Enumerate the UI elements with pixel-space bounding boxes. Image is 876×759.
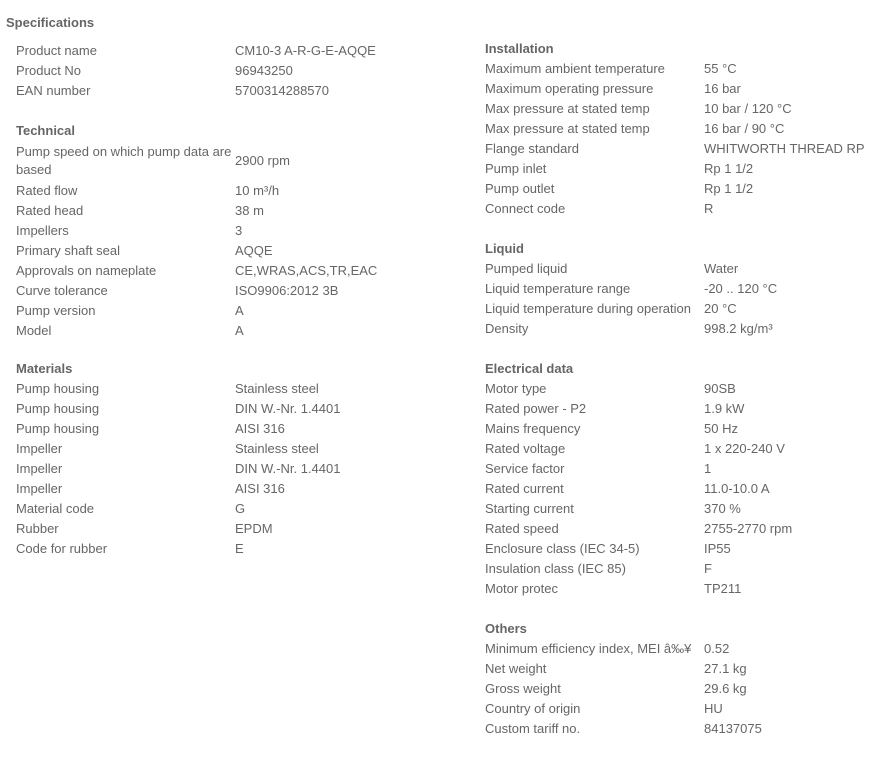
spec-label: Service factor <box>485 461 565 476</box>
spec-row <box>16 41 376 61</box>
spec-value: G <box>235 501 246 516</box>
spec-value: DIN W.-Nr. 1.4401 <box>235 401 341 416</box>
spec-label: Maximum ambient temperature <box>485 61 665 76</box>
spec-value: IP55 <box>704 541 731 556</box>
spec-row <box>485 499 792 519</box>
spec-label: Rated head <box>16 203 84 218</box>
spec-label: Pump housing <box>16 421 100 436</box>
spec-label: Approvals on nameplate <box>16 263 157 278</box>
spec-value: 96943250 <box>235 63 293 78</box>
spec-label: Code for rubber <box>16 541 108 556</box>
spec-value: F <box>704 561 712 576</box>
spec-label: Pumped liquid <box>485 261 568 276</box>
spec-value: 5700314288570 <box>235 83 329 98</box>
spec-label: Liquid temperature range <box>485 281 631 296</box>
section-title: Electrical data <box>485 361 574 376</box>
spec-row <box>16 519 340 539</box>
spec-row <box>16 399 340 419</box>
spec-value: 2900 rpm <box>235 153 290 168</box>
spec-label: EAN number <box>16 83 91 98</box>
spec-row <box>485 679 762 699</box>
spec-value: A <box>235 323 244 338</box>
spec-label: Pump inlet <box>485 161 547 176</box>
spec-label: Motor protec <box>485 581 558 596</box>
spec-value: A <box>235 303 244 318</box>
spec-value: Stainless steel <box>235 381 319 396</box>
spec-value: Stainless steel <box>235 441 319 456</box>
spec-row <box>485 719 762 739</box>
spec-row <box>485 559 792 579</box>
spec-row <box>485 259 777 279</box>
spec-label: Rated voltage <box>485 441 566 456</box>
spec-label: Density <box>485 321 529 336</box>
spec-value: -20 .. 120 °C <box>704 281 778 296</box>
spec-value: EPDM <box>235 521 273 536</box>
spec-value: 27.1 kg <box>704 661 747 676</box>
spec-row <box>16 181 377 201</box>
spec-row <box>485 179 865 199</box>
spec-row <box>485 279 777 299</box>
spec-row <box>485 659 762 679</box>
spec-label: Mains frequency <box>485 421 581 436</box>
spec-row <box>485 79 865 99</box>
spec-value: 998.2 kg/m³ <box>704 321 773 336</box>
spec-label: Connect code <box>485 201 566 216</box>
spec-label: Impeller <box>16 481 63 496</box>
spec-label: Rated current <box>485 481 564 496</box>
installation-section <box>485 39 865 219</box>
spec-row <box>485 479 792 499</box>
spec-row <box>485 539 792 559</box>
spec-value: 1.9 kW <box>704 401 745 416</box>
spec-row <box>16 419 340 439</box>
others-section <box>485 619 762 739</box>
spec-label: Model <box>16 323 52 338</box>
spec-row <box>16 61 376 81</box>
spec-label: Rated power - P2 <box>485 401 587 416</box>
spec-value: Rp 1 1/2 <box>704 181 754 196</box>
section-title: Liquid <box>485 241 524 256</box>
spec-row <box>16 221 377 241</box>
section-title: Installation <box>485 41 554 56</box>
spec-value: 84137075 <box>704 721 762 736</box>
spec-row <box>16 301 377 321</box>
spec-row <box>485 199 865 219</box>
liquid-section <box>485 239 777 339</box>
spec-row <box>485 519 792 539</box>
spec-label: Primary shaft seal <box>16 243 121 258</box>
spec-value: 55 °C <box>704 61 737 76</box>
spec-row <box>16 321 377 341</box>
spec-row <box>16 379 340 399</box>
spec-value: Rp 1 1/2 <box>704 161 754 176</box>
spec-label: Pump speed on which pump data are based <box>16 144 232 177</box>
spec-value: 0.52 <box>704 641 730 656</box>
section-title: Materials <box>16 361 73 376</box>
spec-row <box>485 419 792 439</box>
spec-row <box>485 639 762 659</box>
spec-label: Insulation class (IEC 85) <box>485 561 626 576</box>
spec-row <box>16 81 376 101</box>
spec-value: R <box>704 201 714 216</box>
spec-label: Product name <box>16 43 97 58</box>
spec-label: Rubber <box>16 521 59 536</box>
spec-label: Maximum operating pressure <box>485 81 654 96</box>
spec-label: Custom tariff no. <box>485 721 581 736</box>
section-title: Technical <box>16 123 76 138</box>
spec-value: AISI 316 <box>235 481 285 496</box>
spec-value: 38 m <box>235 203 264 218</box>
spec-label: Impeller <box>16 461 63 476</box>
spec-label: Material code <box>16 501 95 516</box>
spec-row <box>485 379 792 399</box>
spec-value: 10 m³/h <box>235 183 280 198</box>
spec-label: Gross weight <box>485 681 561 696</box>
spec-label: Max pressure at stated temp <box>485 101 650 116</box>
spec-value: 11.0-10.0 A <box>704 481 770 496</box>
spec-row <box>16 241 377 261</box>
spec-value: HU <box>704 701 723 716</box>
spec-label: Motor type <box>485 381 547 396</box>
spec-label: Liquid temperature during operation <box>485 301 691 316</box>
spec-row <box>485 579 792 599</box>
general-section <box>16 41 376 101</box>
spec-row <box>16 539 340 559</box>
spec-row <box>485 99 865 119</box>
spec-label: Max pressure at stated temp <box>485 121 650 136</box>
spec-row <box>485 159 865 179</box>
spec-row <box>485 459 792 479</box>
spec-value: 1 x 220-240 V <box>704 441 785 456</box>
spec-label: Starting current <box>485 501 574 516</box>
spec-row <box>485 399 792 419</box>
spec-label: Pump housing <box>16 401 100 416</box>
spec-row <box>16 201 377 221</box>
spec-value: E <box>235 541 244 556</box>
spec-label: Pump housing <box>16 381 100 396</box>
spec-label: Product No <box>16 63 82 78</box>
spec-row <box>485 119 865 139</box>
spec-label: Pump outlet <box>485 181 555 196</box>
technical-section <box>16 121 377 341</box>
spec-row <box>485 439 792 459</box>
spec-label: Country of origin <box>485 701 581 716</box>
spec-value: Water <box>704 261 739 276</box>
spec-label: Flange standard <box>485 141 579 156</box>
spec-label: Enclosure class (IEC 34-5) <box>485 541 640 556</box>
spec-row <box>16 499 340 519</box>
spec-value: 90SB <box>704 381 736 396</box>
materials-section <box>16 359 340 559</box>
spec-label: Impeller <box>16 441 63 456</box>
spec-value: 16 bar / 90 °C <box>704 121 785 136</box>
spec-label: Rated speed <box>485 521 559 536</box>
spec-value: CM10-3 A-R-G-E-AQQE <box>235 43 376 58</box>
spec-value: 50 Hz <box>704 421 738 436</box>
spec-row <box>16 479 340 499</box>
spec-row <box>485 319 777 339</box>
section-title: Others <box>485 621 527 636</box>
spec-row <box>485 59 865 79</box>
spec-row <box>485 139 865 159</box>
spec-value: 16 bar <box>704 81 741 96</box>
spec-row <box>16 281 377 301</box>
spec-value: 29.6 kg <box>704 681 747 696</box>
spec-label: Pump version <box>16 303 96 318</box>
spec-row <box>16 439 340 459</box>
spec-label: Impellers <box>16 223 69 238</box>
spec-value: TP211 <box>704 581 742 596</box>
page-title: Specifications <box>6 15 95 30</box>
spec-value: 370 % <box>704 501 741 516</box>
spec-label: Net weight <box>485 661 547 676</box>
spec-value: 3 <box>235 223 243 238</box>
spec-row <box>485 699 762 719</box>
spec-row <box>485 299 777 319</box>
spec-row <box>16 141 377 181</box>
electrical-section <box>485 359 792 599</box>
spec-value: AQQE <box>235 243 273 258</box>
spec-row <box>16 261 377 281</box>
spec-value: WHITWORTH THREAD RP <box>704 141 865 156</box>
spec-value: 20 °C <box>704 301 737 316</box>
spec-value: CE,WRAS,ACS,TR,EAC <box>235 263 378 278</box>
spec-value: ISO9906:2012 3B <box>235 283 339 298</box>
spec-row <box>16 459 340 479</box>
spec-label: Rated flow <box>16 183 78 198</box>
spec-label: Curve tolerance <box>16 283 108 298</box>
spec-label: Minimum efficiency index, MEI â‰¥ <box>485 641 692 656</box>
spec-value: 2755-2770 rpm <box>704 521 793 536</box>
spec-value: AISI 316 <box>235 421 285 436</box>
spec-value: DIN W.-Nr. 1.4401 <box>235 461 341 476</box>
spec-value: 1 <box>704 461 712 476</box>
spec-value: 10 bar / 120 °C <box>704 101 792 116</box>
